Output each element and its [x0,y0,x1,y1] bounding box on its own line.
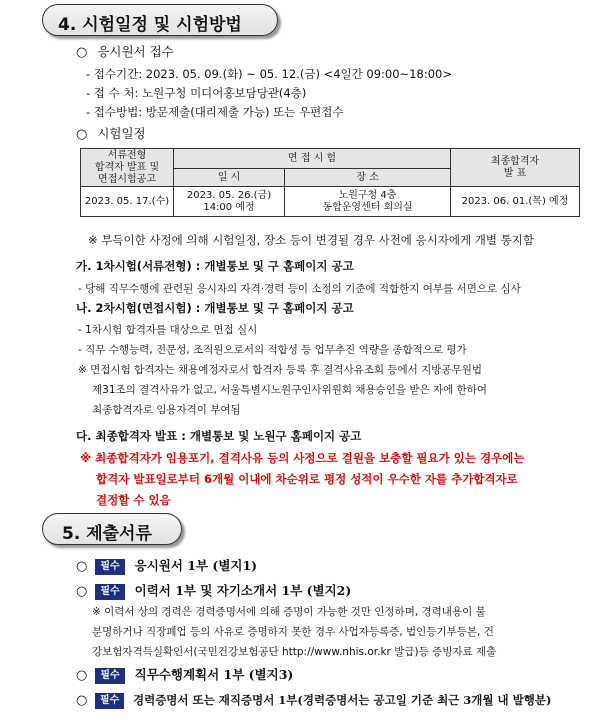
section4-title: 4. 시험일정 및 시험방법 [58,15,242,35]
doc-item2-note-line1: ※ 이력서 상의 경력은 경력증명서에 의해 증명이 가능한 것만 인정하며, 경력내용이 불 [92,606,486,618]
col-interview-place: 장 소 [285,169,451,187]
stage3-warn-line3: 결정할 수 있음 [96,493,171,507]
stage3-title: 다. 최종합격자 발표 : 개별통보 및 노원구 홈페이지 공고 [76,429,362,443]
doc-item2-note-line2: 분명하거나 직장폐업 등의 사유로 증명하지 못한 경우 사업자등록증, 법인등기부등본, 건 [92,626,494,638]
doc-item-4: ○ 필수 경력증명서 또는 재직증명서 1부(경력증명서는 공고일 기준 최근 3개월 내 발행분) [76,693,552,708]
apply-period: - 접수기간: 2023. 05. 09.(화) ~ 05. 12.(금) <4일간 09:00~18:00> [86,67,452,81]
required-badge: 필수 [95,584,124,600]
doc-item-2: ○ 필수 이력서 1부 및 자기소개서 1부 (별지2) [76,583,352,599]
section5-title: 5. 제출서류 [62,524,152,544]
col-final: 최종합격자 발 표 [451,149,580,187]
circle-bullet-icon: ○ [76,559,88,574]
stage2-note-line3: 최종합격자로 임용자격이 부여됨 [92,404,241,416]
stage2-desc1: - 1차시험 합격자를 대상으로 면접 실시 [78,324,258,336]
doc-screening-date: 2023. 05. 17.(수) [81,187,174,217]
doc-item-1: ○ 필수 응시원서 1부 (별지1) [76,558,258,574]
circle-bullet-icon: ○ [76,45,88,60]
doc-item2-note-line3: 강보험자격득실확인서(국민건강보험공단 http://www.nhis.or.kr 발급)등 증빙자료 제출 [92,646,497,658]
schedule-heading: ○ 시험일정 [76,126,146,142]
stage2-note-line1: ※ 면접시험 합격자는 채용예정자로서 합격자 등록 후 결격사유조회 등에서 지방공무원법 [78,364,482,376]
required-badge: 필수 [95,559,124,575]
circle-bullet-icon: ○ [76,127,88,142]
apply-place: - 접 수 처: 노원구청 미디어홍보담당관(4층) [86,86,307,100]
required-badge: 필수 [95,668,124,684]
apply-heading: ○ 응시원서 접수 [76,44,174,60]
stage1-desc: - 당해 직무수행에 관련된 응시자의 자격·경력 등이 소정의 기준에 적합한지 여부를 서면으로 심사 [78,283,521,295]
circle-bullet-icon: ○ [76,668,88,683]
required-badge: 필수 [95,693,124,709]
apply-method: - 접수방법: 방문제출(대리제출 가능) 또는 우편접수 [86,105,344,119]
doc-item-3: ○ 필수 직무수행계획서 1부 (별지3) [76,667,294,683]
final-date: 2023. 06. 01.(목) 예정 [451,187,580,217]
col-interview: 면 접 시 험 [174,149,451,169]
stage2-desc2: - 직무 수행능력, 전문성, 조직원으로서의 적합성 등 업무추진 역량을 종합적으로 평가 [78,344,467,356]
stage1-title: 가. 1차시험(서류전형) : 개별통보 및 구 홈페이지 공고 [76,259,354,273]
circle-bullet-icon: ○ [76,584,88,599]
schedule-notice: ※ 부득이한 사정에 의해 시험일정, 장소 등이 변경될 경우 사전에 응시자에게 개별 통지함 [88,233,534,247]
interview-place: 노원구청 4층 동합운영센터 회의실 [285,187,451,217]
stage2-note-line2: 제31조의 결격사유가 없고, 서울특별시노원구인사위원회 채용승인을 받은 자에 한하여 [92,384,488,396]
col-doc-screening: 서류전형 합격자 발표 및 면접시험공고 [81,149,174,187]
stage2-title: 나. 2차시험(면접시험) : 개별통보 및 구 홈페이지 공고 [76,301,354,315]
stage3-warn-line2: 합격자 발표일로부터 6개월 이내에 차순위로 평정 성적이 우수한 자를 추가합격자로 [96,472,518,486]
col-interview-date: 일 시 [174,169,285,187]
schedule-table [80,148,580,217]
circle-bullet-icon: ○ [76,693,88,708]
stage3-warn-line1: ※ 최종합격자가 임용포기, 결격사유 등의 사정으로 결원을 보충할 필요가 있는 경우에는 [80,451,525,465]
interview-date: 2023. 05. 26.(금) 14:00 예정 [174,187,285,217]
